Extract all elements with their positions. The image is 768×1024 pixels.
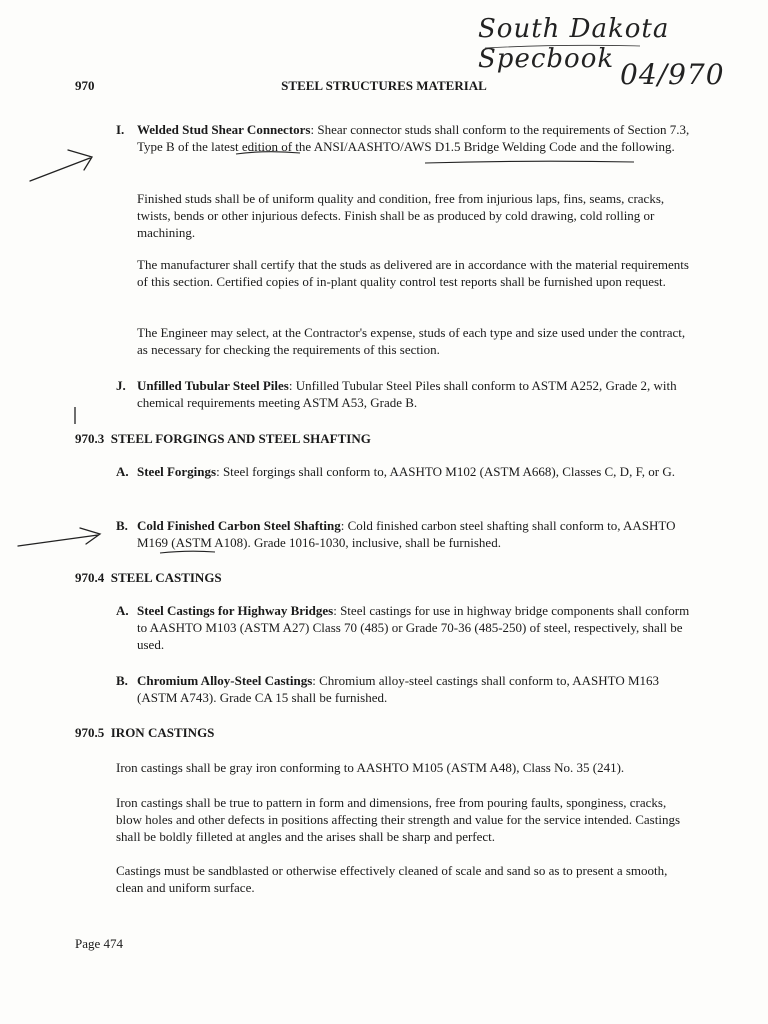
item-970-3-b-paragraph xyxy=(137,517,690,551)
section-970-3-number: 970.3 xyxy=(75,431,105,446)
item-j-letter: J. xyxy=(116,378,126,393)
section-970-4-number: 970.4 xyxy=(75,570,105,585)
pen-arrow-icon xyxy=(30,150,92,181)
section-970-5-heading xyxy=(75,724,214,741)
pen-underline xyxy=(160,551,215,553)
item-970-4-b-text: : Chromium alloy-steel castings shall conform to, AASHTO M163 (ASTM A743). Grade CA 15 shall be furnished. xyxy=(137,673,660,705)
section-970-5-paragraph-2: Iron castings shall be true to pattern in form and dimensions, free from pouring faults, sponginess, cracks, blow holes and other defects in positions affecting their strength and value for the service intended. Castings shall be boldly filleted at angles and the arises shall be sharp and perfect. xyxy=(116,795,681,844)
section-970-4-heading xyxy=(75,569,222,586)
item-j-text: : Unfilled Tubular Steel Piles shall conform to ASTM A252, Grade 2, with chemical requirements meeting ASTM A53, Grade B. xyxy=(137,378,677,410)
item-970-4-b-letter: B. xyxy=(116,673,128,688)
item-970-4-b-title: Chromium Alloy-Steel Castings xyxy=(137,673,313,688)
item-970-3-b-title: Cold Finished Carbon Steel Shafting xyxy=(137,518,341,533)
item-i-paragraph-4: The Engineer may select, at the Contractor's expense, studs of each type and size used under the contract, as necessary for checking the requirements of this section. xyxy=(137,325,686,357)
item-i-text: : Shear connector studs shall conform to the requirements of Section 7.3, Type B of the latest edition of the ANSI/AASHTO/AWS D1.5 Bridge Welding Code and the following. xyxy=(137,122,690,154)
section-970-3-title: STEEL FORGINGS AND STEEL SHAFTING xyxy=(110,431,371,446)
item-i-paragraph xyxy=(137,121,690,155)
section-970-3-heading xyxy=(75,430,371,447)
item-i-paragraph-2: Finished studs shall be of uniform quality and condition, free from injurious laps, fins, seams, cracks, twists, bends or other injurious defects. Finish shall be as produced by cold drawing, cold rolling or machining. xyxy=(137,191,665,240)
pen-arrow-icon xyxy=(18,528,100,546)
item-970-4-a-paragraph xyxy=(137,602,690,653)
section-970-4-title: STEEL CASTINGS xyxy=(110,570,222,585)
item-i-paragraph-3: The manufacturer shall certify that the studs as delivered are in accordance with the material requirements of this section. Certified copies of in-plant quality control test reports shall be furnished upon request. xyxy=(137,257,689,289)
item-970-4-a-title: Steel Castings for Highway Bridges xyxy=(137,603,334,618)
item-970-4-b-paragraph xyxy=(137,672,690,706)
section-970-5-title: IRON CASTINGS xyxy=(110,725,215,740)
pen-underline xyxy=(425,161,634,163)
item-970-3-a-title: Steel Forgings xyxy=(137,464,217,479)
handwritten-note-line2: 04/970 xyxy=(620,58,725,91)
item-970-3-a-paragraph xyxy=(137,463,690,480)
item-970-3-b-text: : Cold finished carbon steel shafting shall conform to, AASHTO M169 (ASTM A108). Grade 1016-1030, inclusive, shall be furnished. xyxy=(137,518,676,550)
section-970-5-number: 970.5 xyxy=(75,725,105,740)
handwritten-note-line1: South Dakota Specbook xyxy=(478,14,670,74)
item-j-paragraph xyxy=(137,377,690,411)
section-970-5-paragraph-1: Iron castings shall be gray iron conforming to AASHTO M105 (ASTM A48), Class No. 35 (241). xyxy=(116,760,625,775)
item-i-title: Welded Stud Shear Connectors xyxy=(137,122,311,137)
page-number: Page 474 xyxy=(75,936,124,951)
section-970-5-paragraph-3: Castings must be sandblasted or otherwise effectively cleaned of scale and sand so as to present a smooth, clean and uniform surface. xyxy=(116,863,668,895)
item-970-3-a-text: : Steel forgings shall conform to, AASHTO M102 (ASTM A668), Classes C, D, F, or G. xyxy=(216,464,675,479)
item-i-letter: I. xyxy=(116,122,125,137)
item-970-3-b-letter: B. xyxy=(116,518,128,533)
section-title: STEEL STRUCTURES MATERIAL xyxy=(281,78,487,93)
section-number: 970 xyxy=(75,78,95,93)
item-970-4-a-letter: A. xyxy=(116,603,129,618)
item-970-3-a-letter: A. xyxy=(116,464,129,479)
item-970-4-a-text: : Steel castings for use in highway bridge components shall conform to AASHTO M103 (ASTM A27) Class 70 (485) or Grade 70-36 (485-250) of steel, respectively, shall be used. xyxy=(137,603,690,652)
item-j-title: Unfilled Tubular Steel Piles xyxy=(137,378,289,393)
